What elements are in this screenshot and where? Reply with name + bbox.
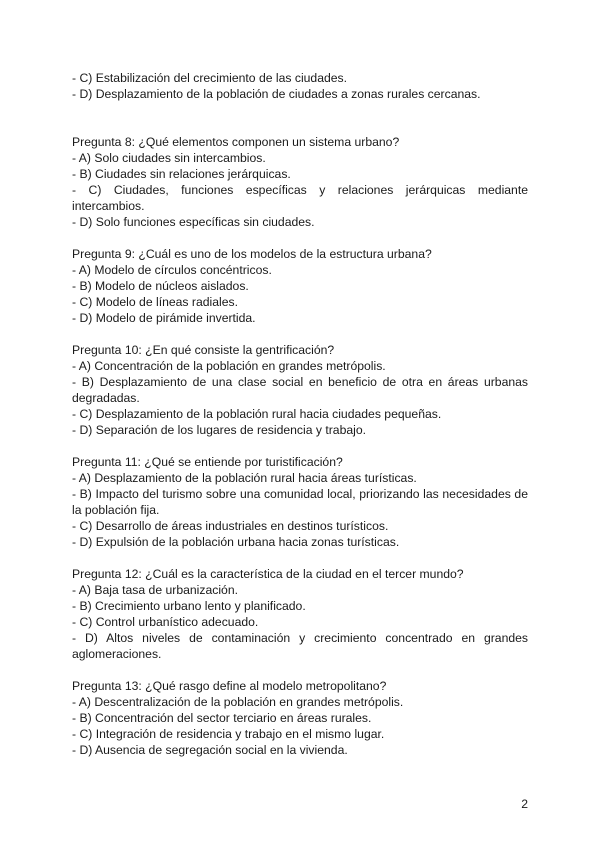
- option-b-continuation: la población fija.: [72, 503, 160, 517]
- option-c: - C) Modelo de líneas radiales.: [72, 295, 238, 309]
- option-c: - C) Ciudades, funciones específicas y relaciones jerárquicas mediante: [72, 183, 528, 197]
- option-line: - C) Estabilización del crecimiento de las ciudades.: [72, 71, 348, 85]
- option-d: - D) Expulsión de la población urbana hacia zonas turísticas.: [72, 535, 400, 549]
- option-a: - A) Concentración de la población en grandes metrópolis.: [72, 359, 386, 373]
- option-b: - B) Ciudades sin relaciones jerárquicas.: [72, 167, 291, 181]
- option-b: - B) Modelo de núcleos aislados.: [72, 279, 249, 293]
- question-block-9: [72, 246, 528, 326]
- option-d: - D) Altos niveles de contaminación y crecimiento concentrado en grandes: [72, 631, 528, 645]
- option-a: - A) Baja tasa de urbanización.: [72, 583, 238, 597]
- option-line: - D) Desplazamiento de la población de ciudades a zonas rurales cercanas.: [72, 87, 481, 101]
- option-d: - D) Solo funciones específicas sin ciudades.: [72, 215, 315, 229]
- option-b: - B) Concentración del sector terciario en áreas rurales.: [72, 711, 372, 725]
- document-body: [72, 70, 528, 758]
- option-a: - A) Desplazamiento de la población rural hacia áreas turísticas.: [72, 471, 417, 485]
- question-text: Pregunta 11: ¿Qué se entiende por turistificación?: [72, 455, 343, 469]
- option-a: - A) Solo ciudades sin intercambios.: [72, 151, 266, 165]
- question-block-11: [72, 454, 528, 550]
- option-d: - D) Modelo de pirámide invertida.: [72, 311, 256, 325]
- option-c: - C) Integración de residencia y trabajo en el mismo lugar.: [72, 727, 385, 741]
- option-d: - D) Ausencia de segregación social en la vivienda.: [72, 743, 348, 757]
- option-c: - C) Control urbanístico adecuado.: [72, 615, 259, 629]
- question-text: Pregunta 13: ¿Qué rasgo define al modelo metropolitano?: [72, 679, 387, 693]
- option-a: - A) Descentralización de la población en grandes metrópolis.: [72, 695, 404, 709]
- option-c: - C) Desplazamiento de la población rural hacia ciudades pequeñas.: [72, 407, 442, 421]
- option-b: - B) Crecimiento urbano lento y planificado.: [72, 599, 306, 613]
- option-b: - B) Desplazamiento de una clase social en beneficio de otra en áreas urbanas: [72, 375, 528, 389]
- option-d-continuation: aglomeraciones.: [72, 647, 162, 661]
- question-text: Pregunta 10: ¿En qué consiste la gentrificación?: [72, 343, 335, 357]
- question-text: Pregunta 12: ¿Cuál es la característica de la ciudad en el tercer mundo?: [72, 567, 464, 581]
- option-a: - A) Modelo de círculos concéntricos.: [72, 263, 272, 277]
- page-number: 2: [521, 797, 528, 811]
- question-text: Pregunta 9: ¿Cuál es uno de los modelos de la estructura urbana?: [72, 247, 432, 261]
- previous-question-continuation: [72, 70, 528, 102]
- question-block-10: [72, 342, 528, 438]
- question-block-13: [72, 678, 528, 758]
- option-b: - B) Impacto del turismo sobre una comunidad local, priorizando las necesidades de: [72, 487, 528, 501]
- question-block-12: [72, 566, 528, 662]
- option-c-continuation: intercambios.: [72, 199, 145, 213]
- option-c: - C) Desarrollo de áreas industriales en destinos turísticos.: [72, 519, 389, 533]
- option-d: - D) Separación de los lugares de residencia y trabajo.: [72, 423, 367, 437]
- question-block-8: [72, 134, 528, 230]
- question-text: Pregunta 8: ¿Qué elementos componen un sistema urbano?: [72, 135, 400, 149]
- option-b-continuation: degradadas.: [72, 391, 140, 405]
